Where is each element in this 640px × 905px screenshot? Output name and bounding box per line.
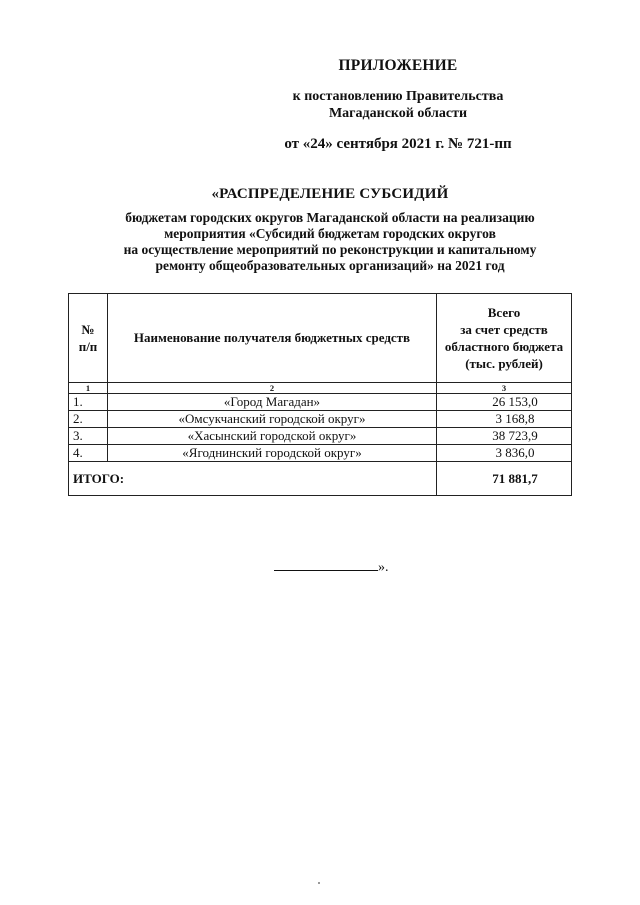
appendix-block: [248, 57, 548, 153]
header-total-line-3: областного бюджета: [444, 339, 564, 354]
row-number: 3.: [69, 428, 108, 445]
row-recipient: «Город Магадан»: [108, 394, 437, 411]
row-number: 2.: [69, 411, 108, 428]
closing-mark: [274, 558, 389, 576]
row-amount: 3 836,0: [437, 445, 572, 462]
appendix-title: ПРИЛОЖЕНИЕ: [338, 57, 458, 74]
row-number: 1.: [69, 394, 108, 411]
row-recipient: «Ягоднинский городской округ»: [108, 445, 437, 462]
header-total-line-2: за счет средств: [460, 322, 548, 337]
header-number-pp: п/п: [78, 339, 98, 354]
signature-line: [274, 558, 378, 571]
column-index-row: [69, 383, 572, 394]
subtitle-line-4: ремонту общеобразовательных организаций» на 2021 год: [155, 258, 505, 273]
header-number-sign: №: [81, 322, 95, 337]
document-subtitle: [80, 210, 580, 274]
header-total: [437, 294, 572, 383]
table-row: [69, 428, 572, 445]
subsidy-table: [68, 293, 572, 496]
table-header-row: [69, 294, 572, 383]
total-amount: 71 881,7: [437, 462, 572, 496]
table-row: [69, 394, 572, 411]
row-amount: 38 723,9: [437, 428, 572, 445]
header-recipient: Наименование получателя бюджетных средств: [108, 294, 437, 383]
row-amount: 26 153,0: [437, 394, 572, 411]
closing-quote: ».: [378, 560, 389, 575]
table-row: [69, 411, 572, 428]
column-index-3: 3: [437, 383, 572, 394]
total-label: ИТОГО:: [69, 462, 437, 496]
column-index-1: 1: [69, 383, 108, 394]
header-total-line-1: Всего: [487, 305, 521, 320]
row-number: 4.: [69, 445, 108, 462]
appendix-line-2: Магаданской области: [328, 106, 468, 121]
subtitle-line-3: на осуществление мероприятий по реконструкции и капитальному: [123, 242, 537, 257]
row-amount: 3 168,8: [437, 411, 572, 428]
appendix-date-line: от «24» сентября 2021 г. № 721-пп: [284, 136, 512, 152]
subtitle-line-1: бюджетам городских округов Магаданской области на реализацию: [125, 210, 535, 225]
row-recipient: «Хасынский городской округ»: [108, 428, 437, 445]
total-row: [69, 462, 572, 496]
header-total-line-4: (тыс. рублей): [465, 356, 543, 371]
column-index-2: 2: [108, 383, 437, 394]
appendix-line-1: к постановлению Правительства: [292, 89, 504, 104]
subtitle-line-2: мероприятия «Субсидий бюджетам городских округов: [164, 226, 496, 241]
document-heading: «РАСПРЕДЕЛЕНИЕ СУБСИДИЙ: [211, 186, 449, 202]
table-row: [69, 445, 572, 462]
row-recipient: «Омсукчанский городской округ»: [108, 411, 437, 428]
header-number: [69, 294, 108, 383]
scan-speck: [318, 882, 320, 884]
